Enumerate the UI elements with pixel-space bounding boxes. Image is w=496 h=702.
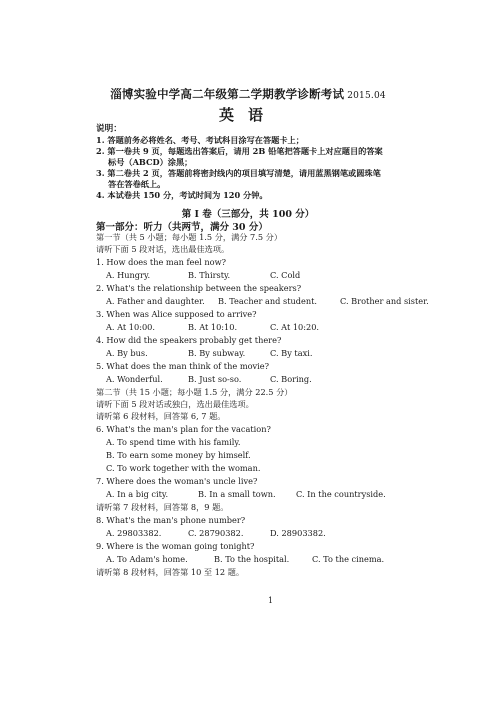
question-4: 4. How did the speakers probably get there? [96, 335, 282, 345]
exam-title-text: 淄博实验中学高二年级第二学期教学诊断考试 [110, 87, 345, 101]
instructions-heading: 说明： [96, 124, 122, 134]
q5-option-a: A. Wonderful. [106, 374, 163, 384]
question-2: 2. What's the relationship between the speakers? [96, 283, 302, 293]
q3-option-c: C. At 10:20. [270, 322, 320, 332]
q9-option-b: B. To the hospital. [214, 554, 290, 564]
q7-option-a: A. In a big city. [106, 489, 169, 499]
q5-option-b: B. Just so-so. [188, 374, 242, 384]
volume-title: 第 I 卷（三部分，共 100 分） [181, 209, 315, 220]
q3-option-a: A. At 10:00. [106, 322, 155, 332]
q9-option-c: C. To the cinema. [312, 554, 385, 564]
q2-option-b: B. Teacher and student. [218, 296, 318, 306]
subject-title: 英语 [218, 106, 277, 124]
q7-option-c: C. In the countryside. [296, 489, 386, 499]
q8-option-a: A. 29803382. [106, 528, 162, 538]
instruction-2-cont: 标号（ABCD）涂黑； [108, 157, 193, 167]
q5-option-c: C. Boring. [270, 374, 312, 384]
q4-option-c: C. By taxi. [270, 348, 313, 358]
q8-option-c: C. 28790382. [188, 528, 244, 538]
instruction-1: 1. 答题前务必将姓名、考号、考试科目涂写在答题卡上； [96, 135, 304, 145]
question-5: 5. What does the man think of the movie? [96, 361, 269, 371]
instruction-3-cont: 答在答卷纸上。 [108, 179, 166, 189]
q1-option-b: B. Thirsty. [188, 270, 231, 280]
material-7-note: 请听第 7 段材料，回答第 8，9 题。 [96, 502, 229, 512]
part1-title: 第一部分：听力（共两节，满分 30 分） [96, 222, 268, 233]
exam-date: 2015.04 [347, 91, 386, 101]
instruction-3: 3. 第二卷共 2 页，答题前将密封线内的项目填写清楚，请用蓝黑钢笔或圆珠笔 [96, 168, 381, 178]
instructions [96, 124, 436, 201]
exam-title [0, 86, 496, 102]
q1-option-c: C. Cold [270, 270, 301, 280]
question-8: 8. What's the man's phone number? [96, 515, 246, 525]
q8-option-d: D. 28903382. [270, 528, 326, 538]
section2-direction: 请听下面 5 段对话或独白，选出最佳选项。 [96, 399, 254, 409]
q2-option-c: C. Brother and sister. [340, 296, 429, 306]
section2-title: 第二节（共 15 小题；每小题 1.5 分，满分 22.5 分） [96, 387, 293, 397]
section1-title: 第一节（共 5 小题；每小题 1.5 分，满分 7.5 分） [96, 232, 283, 242]
question-9: 9. Where is the woman going tonight? [96, 541, 255, 551]
q1-option-a: A. Hungry. [106, 270, 151, 280]
q6-option-b: B. To earn some money by himself. [106, 450, 251, 460]
q3-option-b: B. At 10:10. [188, 322, 238, 332]
material-6-note: 请听第 6 段材料，回答第 6, 7 题。 [96, 411, 226, 421]
question-7: 7. Where does the woman's uncle live? [96, 476, 258, 486]
q7-option-b: B. In a small town. [198, 489, 276, 499]
question-3: 3. When was Alice supposed to arrive? [96, 309, 257, 319]
instruction-4: 4. 本试卷共 150 分，考试时间为 120 分钟。 [96, 190, 268, 200]
section1-direction: 请听下面 5 段对话，选出最佳选项。 [96, 244, 230, 254]
q6-option-a: A. To spend time with his family. [106, 437, 241, 447]
q9-option-a: A. To Adam's home. [106, 554, 188, 564]
q6-option-c: C. To work together with the woman. [106, 463, 261, 473]
question-6: 6. What's the man's plan for the vacation? [96, 424, 271, 434]
q4-option-a: A. By bus. [106, 348, 148, 358]
q2-option-a: A. Father and daughter. [106, 296, 205, 306]
page-number: 1 [268, 596, 274, 605]
instruction-2: 2. 第一卷共 9 页，每题选出答案后，请用 2B 铅笔把答题卡上对应题目的答案 [96, 146, 383, 156]
question-1: 1. How does the man feel now? [96, 257, 226, 267]
material-8-note: 请听第 8 段材料，回答第 10 至 12 题。 [96, 567, 245, 577]
q4-option-b: B. By subway. [188, 348, 246, 358]
